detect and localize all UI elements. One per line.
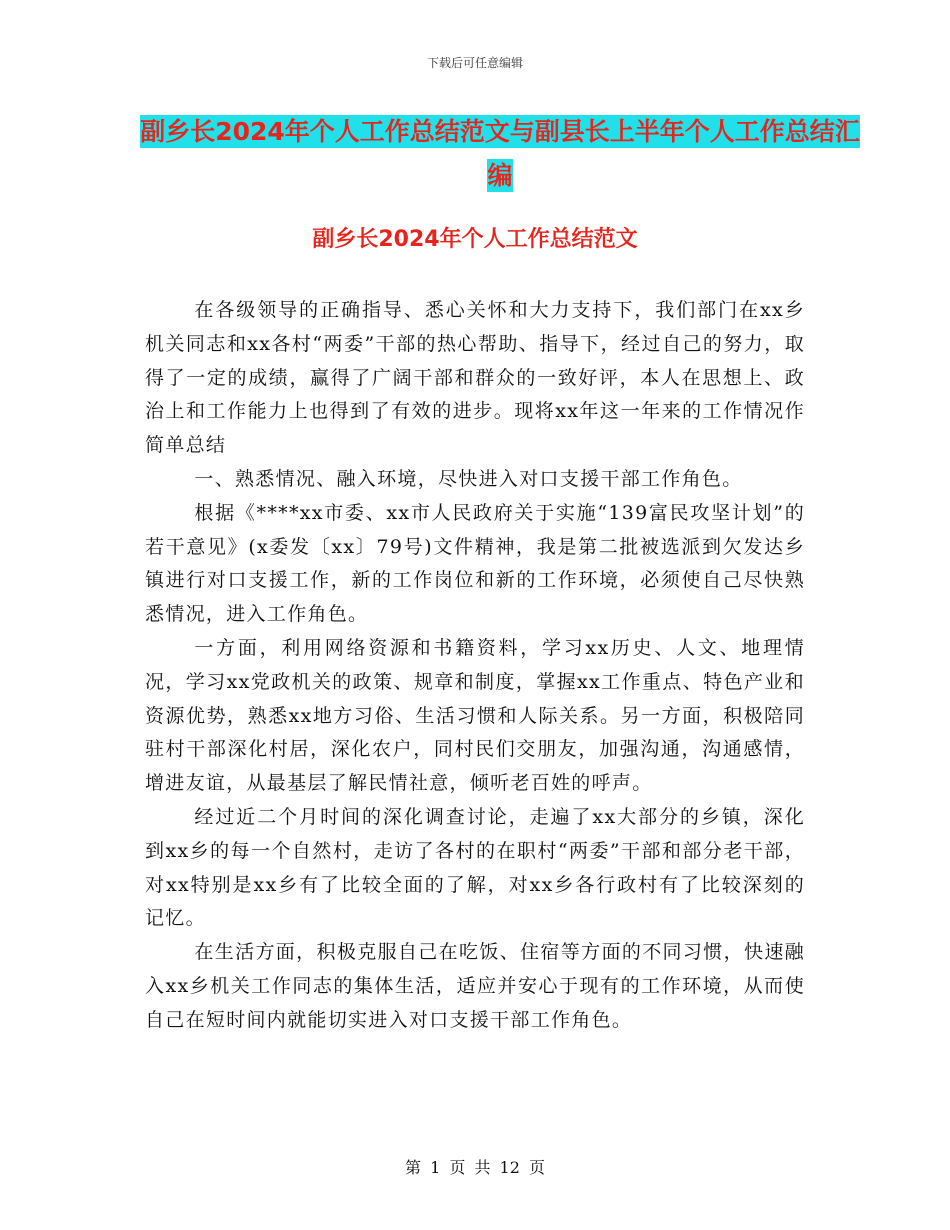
paragraph: 根据《****xx市委、xx市人民政府关于实施“139富民攻坚计划”的若干意见》(x委发〔xx〕79号)文件精神，我是第二批被选派到欠发达乡镇进行对口支援工作，新的工作岗位和新的工作环境，必须使自己尽快熟悉情况，进入工作角色。 (145, 501, 805, 626)
paragraph: 经过近二个月时间的深化调查讨论，走遍了xx大部分的乡镇，深化到xx乡的每一个自然村，走访了各村的在职村“两委”干部和部分老干部，对xx特别是xx乡有了比较全面的了解，对xx乡各行政村有了比较深刻的记忆。 (145, 805, 805, 930)
paragraph: 在各级领导的正确指导、悉心关怀和大力支持下，我们部门在xx乡机关同志和xx各村“两委”干部的热心帮助、指导下，经过自己的努力，取得了一定的成绩，赢得了广阔干部和群众的一致好评，本人在思想上、政治上和工作能力上也得到了有效的进步。现将xx年这一年来的工作情况作简单总结 (145, 299, 805, 457)
section-title: 副乡长2024年个人工作总结范文 (312, 227, 638, 252)
paragraph: 在生活方面，积极克服自己在吃饭、住宿等方面的不同习惯，快速融入xx乡机关工作同志的集体生活，适应并安心于现有的工作环境，从而使自己在短时间内就能切实进入对口支援干部工作角色。 (145, 941, 805, 1031)
document-title-text: 副乡长2024年个人工作总结范文与副县长上半年个人工作总结汇编 (140, 117, 860, 190)
header-note: 下载后可任意编辑 (426, 56, 523, 70)
body-text (145, 294, 805, 1038)
paragraph: 一方面，利用网络资源和书籍资料，学习xx历史、人文、地理情况，学习xx党政机关的政策、规章和制度，掌握xx工作重点、特色产业和资源优势，熟悉xx地方习俗、生活习惯和人际关系。另一方面，积极陪同驻村干部深化村居，深化农户，同村民们交朋友，加强沟通，沟通感情，增进友谊，从最基层了解民情社意，倾听老百姓的呼声。 (145, 636, 805, 795)
paragraph: 一、熟悉情况、融入环境，尽快进入对口支援干部工作角色。 (194, 467, 743, 490)
document-title (140, 110, 860, 198)
page-number-footer: 第 1 页 共 12 页 (405, 1158, 545, 1177)
